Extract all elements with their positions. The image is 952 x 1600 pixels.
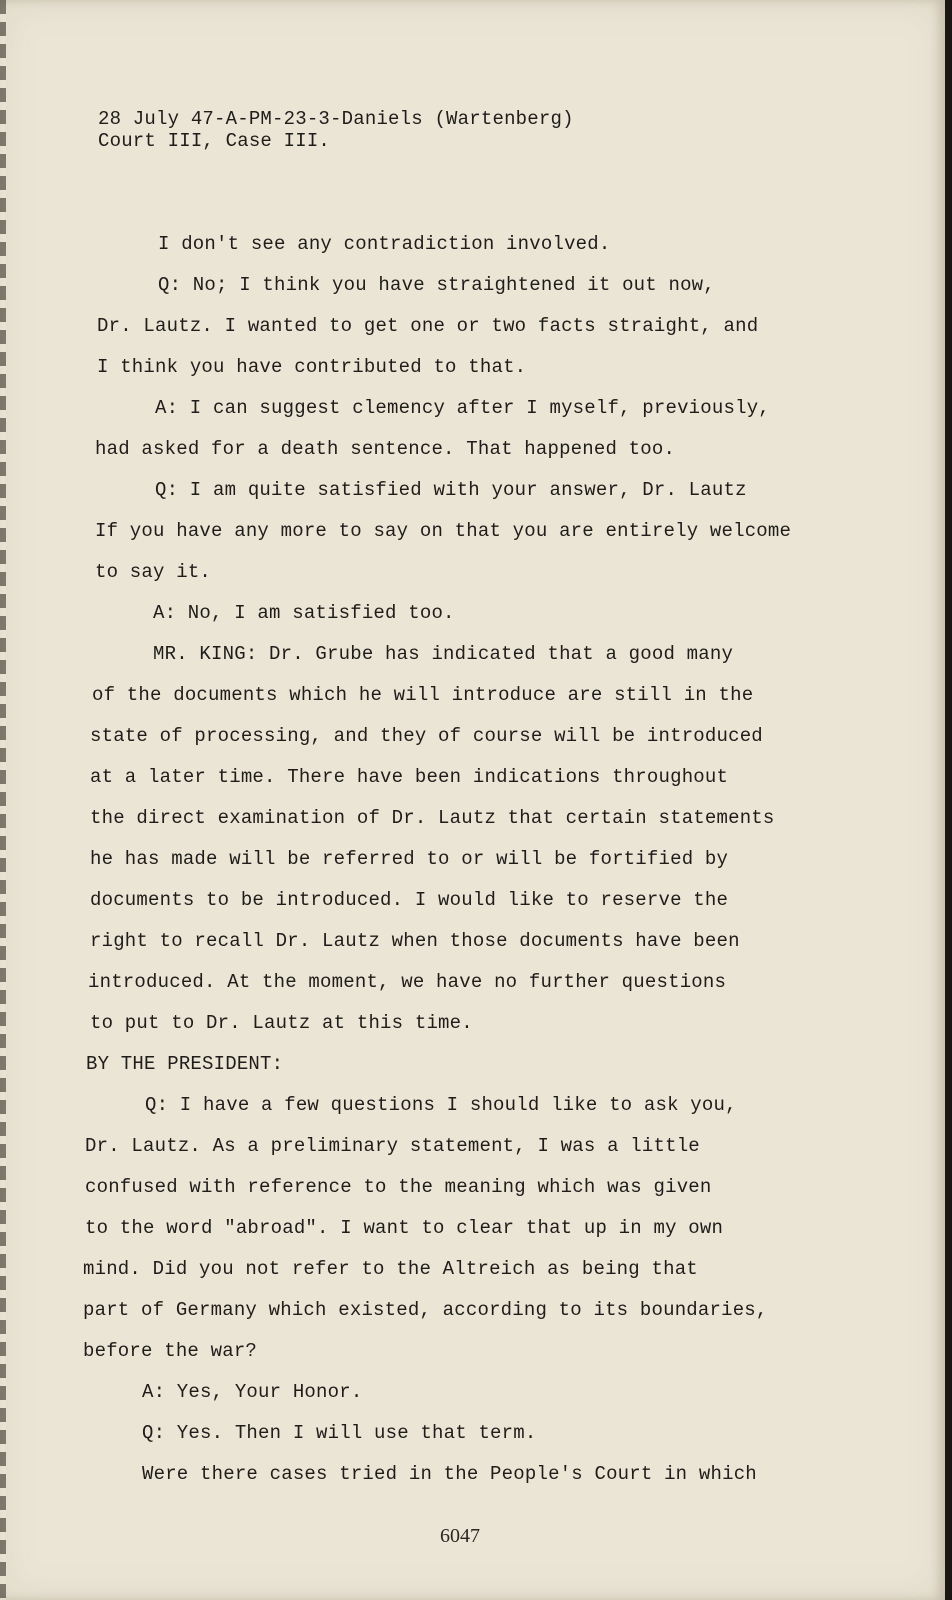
text-line: A: I can suggest clemency after I myself, previously,	[155, 397, 770, 419]
text-line: at a later time. There have been indications throughout	[90, 766, 729, 788]
text-line: confused with reference to the meaning which was given	[85, 1176, 712, 1198]
text-line: A: Yes, Your Honor.	[142, 1381, 363, 1403]
text-line: Dr. Lautz. I wanted to get one or two facts straight, and	[97, 315, 759, 337]
speaker-heading: BY THE PRESIDENT:	[86, 1053, 284, 1075]
text-line: I think you have contributed to that.	[97, 356, 527, 378]
text-line: Q: No; I think you have straightened it out now,	[158, 274, 715, 296]
text-line: documents to be introduced. I would like to reserve the	[90, 889, 729, 911]
text-line: had asked for a death sentence. That happened too.	[95, 438, 676, 460]
text-line: part of Germany which existed, according to its boundaries,	[83, 1299, 768, 1321]
header-line-2: Court III, Case III.	[98, 130, 331, 152]
page-number: 6047	[440, 1525, 480, 1547]
text-line: of the documents which he will introduce are still in the	[92, 684, 754, 706]
text-line: introduced. At the moment, we have no further questions	[88, 971, 727, 993]
text-line: Q: I have a few questions I should like to ask you,	[145, 1094, 737, 1116]
text-line: to the word "abroad". I want to clear that up in my own	[85, 1217, 724, 1239]
text-line: he has made will be referred to or will be fortified by	[90, 848, 729, 870]
text-line: Were there cases tried in the People's Court in which	[142, 1463, 757, 1485]
text-line: Q: I am quite satisfied with your answer, Dr. Lautz	[155, 479, 747, 501]
text-line: Q: Yes. Then I will use that term.	[142, 1422, 537, 1444]
binding-edge	[0, 0, 6, 1600]
text-line: mind. Did you not refer to the Altreich as being that	[83, 1258, 698, 1280]
text-line: the direct examination of Dr. Lautz that certain statements	[90, 807, 775, 829]
text-line: MR. KING: Dr. Grube has indicated that a good many	[153, 643, 734, 665]
text-line: A: No, I am satisfied too.	[153, 602, 455, 624]
text-line: to put to Dr. Lautz at this time.	[90, 1012, 473, 1034]
text-line: If you have any more to say on that you are entirely welcome	[95, 520, 792, 542]
text-line: to say it.	[95, 561, 212, 583]
header-line-1: 28 July 47-A-PM-23-3-Daniels (Wartenberg)	[98, 108, 574, 130]
text-line: before the war?	[83, 1340, 258, 1362]
text-line: Dr. Lautz. As a preliminary statement, I was a little	[85, 1135, 700, 1157]
text-line: I don't see any contradiction involved.	[158, 233, 611, 255]
text-line: right to recall Dr. Lautz when those documents have been	[90, 930, 740, 952]
text-line: state of processing, and they of course will be introduced	[90, 725, 763, 747]
